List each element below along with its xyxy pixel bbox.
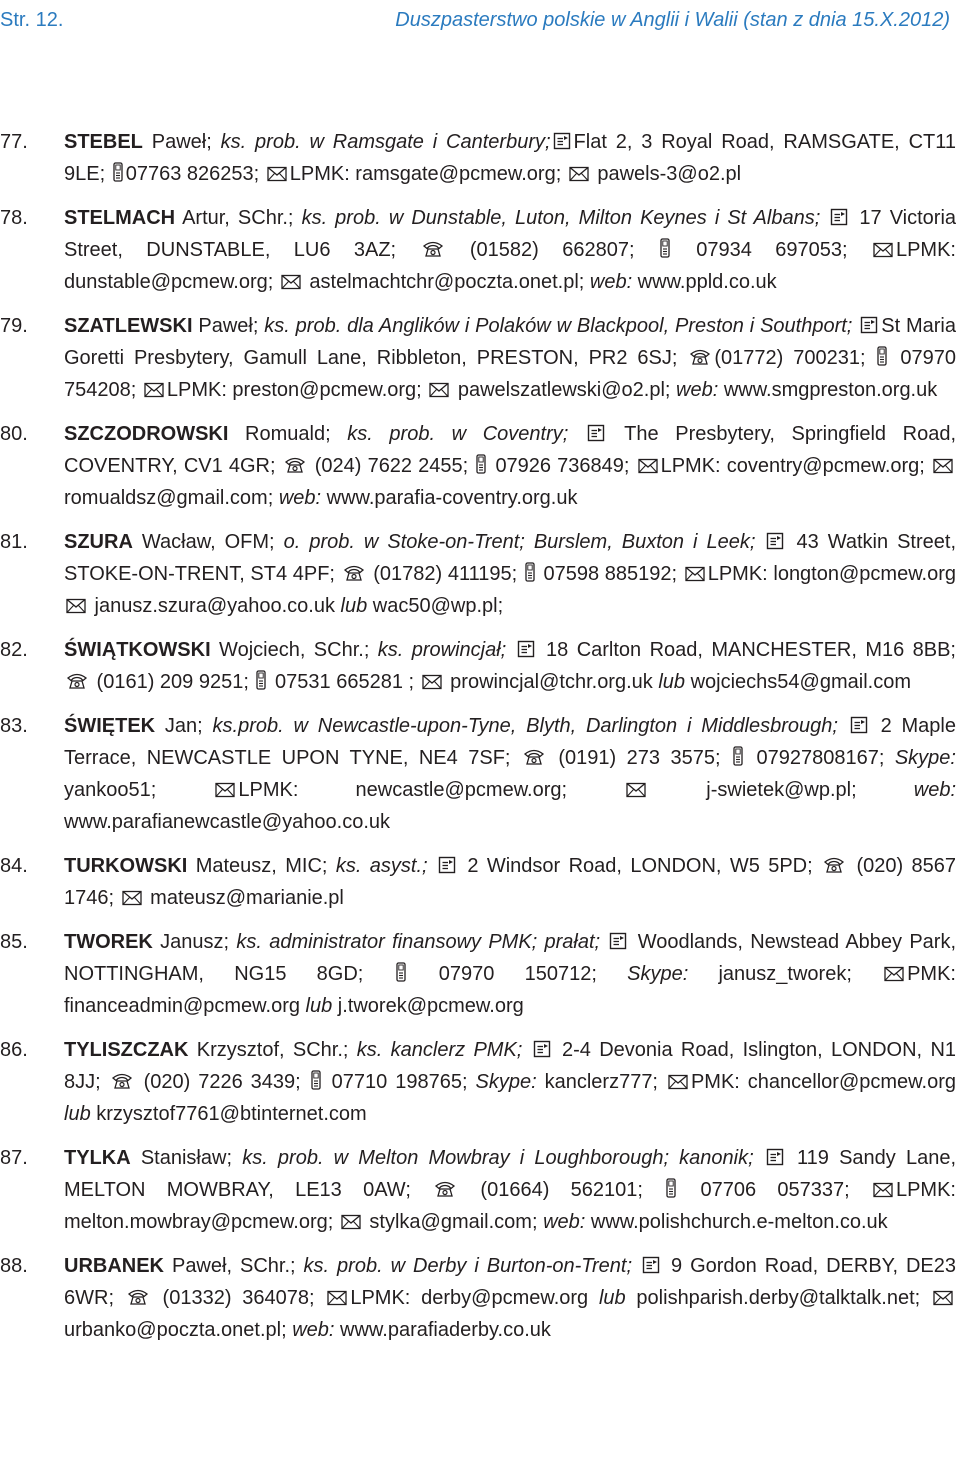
envelope-icon — [569, 166, 589, 182]
phone-icon — [422, 240, 444, 258]
mobile-phone-icon — [666, 1178, 676, 1198]
address-icon — [830, 208, 848, 226]
italic-text: lub — [340, 595, 368, 617]
page-number: Str. 12. — [0, 9, 64, 31]
entry-detail-text: www.polishchurch.e-melton.co.uk — [585, 1211, 888, 1233]
italic-text: lub — [64, 1103, 91, 1125]
italic-text: o. prob. w Stoke-on-Trent; Burslem, Buxton i Leek; — [283, 531, 756, 553]
entry-detail-text: stylka@gmail.com; — [363, 1211, 544, 1233]
entry-detail-text: 43 Watkin Street, STOKE-ON-TRENT, ST4 4PF; — [64, 531, 957, 585]
entry-number: 87. — [0, 1147, 28, 1169]
entry-detail-text: 2-4 Devonia Road, Islington, LONDON, N1 8JJ; — [64, 1039, 957, 1093]
mobile-phone-icon — [311, 1070, 321, 1090]
entry-detail-text: Stanisław; — [130, 1147, 243, 1169]
directory-list — [0, 126, 960, 1358]
italic-text: ks. prob. dla Anglików i Polaków w Blackpool, Preston i Southport; — [264, 315, 853, 337]
entry-detail-text: 07531 665281 ; — [269, 671, 420, 693]
entry-detail-text: pawels-3@o2.pl — [591, 163, 742, 185]
envelope-icon — [884, 966, 904, 982]
italic-text: Skype: — [894, 747, 956, 769]
entry-detail-text: Paweł, SChr.; — [164, 1255, 304, 1277]
envelope-icon — [66, 598, 86, 614]
envelope-icon — [122, 890, 142, 906]
phone-icon — [111, 1072, 133, 1090]
envelope-icon — [422, 674, 442, 690]
directory-entry — [0, 1034, 960, 1130]
person-surname: SZCZODROWSKI — [64, 423, 229, 445]
entry-text — [64, 1250, 956, 1346]
entry-number: 79. — [0, 315, 28, 337]
page-header — [0, 0, 960, 40]
entry-number: 86. — [0, 1039, 28, 1061]
directory-entry — [0, 526, 960, 622]
mobile-phone-icon — [877, 346, 887, 366]
entry-number: 84. — [0, 855, 28, 877]
entry-detail-text: (01332) 364078; — [151, 1287, 326, 1309]
directory-entry — [0, 926, 960, 1022]
italic-text: web: — [292, 1319, 335, 1341]
entry-detail-text — [820, 207, 828, 229]
entry-detail-text — [754, 1147, 764, 1169]
entry-detail-text — [600, 931, 607, 953]
entry-text — [64, 850, 956, 914]
entry-text — [64, 634, 956, 698]
mobile-phone-icon — [733, 746, 743, 766]
phone-icon — [343, 564, 365, 582]
directory-entry — [0, 1142, 960, 1238]
italic-text: ks. prowincjał; — [377, 639, 507, 661]
phone-icon — [284, 456, 306, 474]
envelope-icon — [341, 1214, 361, 1230]
entry-detail-text: 07706 057337; — [679, 1179, 871, 1201]
person-surname: URBANEK — [64, 1255, 164, 1277]
entry-detail-text: (01782) 411195; — [367, 563, 523, 585]
entry-detail-text: (0161) 209 9251; — [91, 671, 255, 693]
entry-detail-text: LPMK: longton@pcmew.org — [707, 563, 956, 585]
italic-text: ks. asyst.; — [335, 855, 428, 877]
entry-detail-text: 07598 885192; — [537, 563, 683, 585]
italic-text: Skype: — [627, 963, 689, 985]
italic-text: web: — [913, 779, 956, 801]
entry-detail-text: janusz.szura@yahoo.co.uk — [89, 595, 341, 617]
address-icon — [553, 132, 571, 150]
entry-detail-text: www.smgpreston.org.uk — [718, 379, 938, 401]
entry-detail-text — [428, 855, 436, 877]
entry-detail-text: Krzysztof, SChr.; — [188, 1039, 357, 1061]
entry-detail-text: LPMK: preston@pcmew.org; — [166, 379, 428, 401]
entry-detail-text: (0191) 273 3575; — [547, 747, 732, 769]
entry-detail-text: PMK: chancellor@pcmew.org — [690, 1071, 956, 1093]
entry-detail-text: 2 Windsor Road, LONDON, W5 5PD; — [458, 855, 822, 877]
envelope-icon — [933, 458, 953, 474]
entry-detail-text: (020) 7226 3439; — [135, 1071, 309, 1093]
entry-detail-text — [755, 531, 764, 553]
entry-detail-text: 07927808167; — [746, 747, 895, 769]
entry-detail-text: 07926 736849; — [489, 455, 636, 477]
person-surname: ŚWIĘTEK — [64, 715, 156, 737]
entry-detail-text: www.ppld.co.uk — [632, 271, 777, 293]
entry-detail-text: (01772) 700231; — [714, 347, 876, 369]
entry-detail-text: The Presbytery, Springfield Road, COVENTRY, CV1 4GR; — [64, 423, 956, 477]
phone-icon — [434, 1180, 456, 1198]
italic-text: ks. prob. w Derby i Burton-on-Trent; — [303, 1255, 633, 1277]
mobile-phone-icon — [660, 238, 670, 258]
entry-detail-text — [632, 1255, 640, 1277]
entry-detail-text: (020) 8567 1746; — [64, 855, 957, 909]
mobile-phone-icon — [525, 562, 535, 582]
entry-detail-text: www.parafiaderby.co.uk — [334, 1319, 551, 1341]
entry-detail-text: 9 Gordon Road, DERBY, DE23 6WR; — [64, 1255, 957, 1309]
envelope-icon — [873, 242, 893, 258]
entry-detail-text: 07710 198765; — [323, 1071, 476, 1093]
entry-detail-text: pawelszatlewski@o2.pl; — [452, 379, 677, 401]
entry-detail-text: www.parafia-coventry.org.uk — [321, 487, 578, 509]
entry-detail-text: Mateusz, MIC; — [187, 855, 336, 877]
envelope-icon — [429, 382, 449, 398]
entry-number: 81. — [0, 531, 28, 553]
person-surname: TYLISZCZAK — [64, 1039, 189, 1061]
italic-text: web: — [676, 379, 719, 401]
entry-detail-text: polishparish.derby@talktalk.net; — [625, 1287, 931, 1309]
directory-entry — [0, 418, 960, 514]
entry-detail-text: Romuald; — [228, 423, 348, 445]
person-surname: STEBEL — [64, 131, 143, 153]
page-title: Duszpasterstwo polskie w Anglii i Walii (stan z dnia 15.X.2012) — [395, 9, 950, 31]
italic-text: lub — [598, 1287, 626, 1309]
mobile-phone-icon — [476, 454, 486, 474]
italic-text: ks. prob. w Ramsgate i Canterbury; — [220, 131, 551, 153]
entry-number: 77. — [0, 131, 28, 153]
entry-detail-text: (01582) 662807; — [446, 239, 658, 261]
entry-text — [64, 202, 956, 298]
entry-detail-text: LPMK: newcastle@pcmew.org; — [238, 779, 625, 801]
entry-detail-text: Woodlands, Newstead Abbey Park, NOTTINGHAM, NG15 8GD; — [64, 931, 957, 985]
italic-text: Skype: — [475, 1071, 537, 1093]
directory-entry — [0, 202, 960, 298]
entry-detail-text: LPMK: coventry@pcmew.org; — [660, 455, 931, 477]
envelope-icon — [144, 382, 164, 398]
italic-text: ks. prob. w Melton Mowbray i Loughborough; kanonik; — [242, 1147, 754, 1169]
directory-entry — [0, 310, 960, 406]
envelope-icon — [215, 782, 235, 798]
entry-detail-text: LPMK: dunstable@pcmew.org; — [64, 239, 956, 293]
person-surname: TYLKA — [64, 1147, 131, 1169]
entry-detail-text: yankoo51; — [64, 779, 214, 801]
address-icon — [766, 532, 784, 550]
entry-detail-text — [568, 423, 585, 445]
envelope-icon — [638, 458, 658, 474]
entry-text — [64, 1034, 956, 1130]
entry-text — [64, 1142, 956, 1238]
italic-text: lub — [658, 671, 686, 693]
phone-icon — [127, 1288, 149, 1306]
entry-detail-text: www.parafianewcastle@yahoo.co.uk — [64, 811, 391, 833]
entry-detail-text: mateusz@marianie.pl — [144, 887, 344, 909]
entry-detail-text: 07934 697053; — [672, 239, 871, 261]
envelope-icon — [626, 782, 646, 798]
entry-detail-text: Wojciech, SChr.; — [210, 639, 378, 661]
person-surname: TWOREK — [64, 931, 153, 953]
entry-detail-text: krzysztof7761@btinternet.com — [90, 1103, 367, 1125]
entry-detail-text: 07970 150712; — [408, 963, 628, 985]
address-icon — [860, 316, 878, 334]
entry-detail-text: 2 Maple Terrace, NEWCASTLE UPON TYNE, NE4 7SF; — [64, 715, 956, 769]
directory-entry — [0, 710, 960, 838]
italic-text: ks. kanclerz PMK; — [356, 1039, 523, 1061]
italic-text: web: — [543, 1211, 586, 1233]
address-icon — [587, 424, 605, 442]
address-icon — [766, 1148, 784, 1166]
person-surname: STELMACH — [64, 207, 176, 229]
entry-detail-text — [522, 1039, 530, 1061]
entry-detail-text: 17 Victoria Street, DUNSTABLE, LU6 3AZ; — [64, 207, 957, 261]
entry-detail-text: (01664) 562101; — [459, 1179, 665, 1201]
entry-detail-text: 119 Sandy Lane, MELTON MOWBRAY, LE13 0AW; — [64, 1147, 957, 1201]
entry-detail-text: PMK: financeadmin@pcmew.org — [64, 963, 956, 1017]
phone-icon — [66, 672, 88, 690]
entry-text — [64, 310, 956, 406]
entry-detail-text: (024) 7622 2455; — [308, 455, 475, 477]
address-icon — [642, 1256, 660, 1274]
entry-detail-text: 07763 826253; — [125, 163, 265, 185]
entry-number: 83. — [0, 715, 28, 737]
entry-detail-text: Janusz; — [152, 931, 237, 953]
entry-number: 85. — [0, 931, 28, 953]
entry-detail-text — [506, 639, 514, 661]
envelope-icon — [933, 1290, 953, 1306]
entry-detail-text: Jan; — [155, 715, 213, 737]
entry-text — [64, 526, 956, 622]
entry-text — [64, 926, 956, 1022]
entry-number: 78. — [0, 207, 28, 229]
italic-text: web: — [589, 271, 633, 293]
entry-number: 88. — [0, 1255, 28, 1277]
entry-detail-text: Flat 2, 3 Royal Road, RAMSGATE, CT11 9LE; — [64, 131, 956, 185]
person-surname: SZATLEWSKI — [64, 315, 193, 337]
mobile-phone-icon — [396, 962, 406, 982]
entry-detail-text: kanclerz777; — [536, 1071, 666, 1093]
person-surname: TURKOWSKI — [64, 855, 188, 877]
entry-detail-text: j.tworek@pcmew.org — [332, 995, 524, 1017]
envelope-icon — [668, 1074, 688, 1090]
entry-detail-text: LPMK: derby@pcmew.org — [350, 1287, 599, 1309]
envelope-icon — [281, 274, 301, 290]
entry-detail-text: St Maria Goretti Presbytery, Gamull Lane, Ribbleton, PRESTON, PR2 6SJ; — [64, 315, 956, 369]
entry-detail-text: romualdsz@gmail.com; — [64, 487, 279, 509]
entry-text — [64, 710, 956, 838]
entry-detail-text — [852, 315, 858, 337]
directory-entry — [0, 850, 960, 914]
entry-detail-text: LPMK: melton.mowbray@pcmew.org; — [64, 1179, 956, 1233]
entry-detail-text: prowincjal@tchr.org.uk — [444, 671, 659, 693]
envelope-icon — [327, 1290, 347, 1306]
italic-text: ks.prob. w Newcastle-upon-Tyne, Blyth, Darlington i Middlesbrough; — [212, 715, 838, 737]
address-icon — [533, 1040, 551, 1058]
entry-detail-text: Artur, SChr.; — [175, 207, 302, 229]
italic-text: ks. administrator finansowy PMK; prałat; — [236, 931, 601, 953]
italic-text: lub — [305, 995, 333, 1017]
entry-detail-text: wac50@wp.pl; — [367, 595, 504, 617]
entry-detail-text: 18 Carlton Road, MANCHESTER, M16 8BB; — [537, 639, 956, 661]
entry-detail-text: Paweł; — [192, 315, 265, 337]
envelope-icon — [267, 166, 287, 182]
entry-detail-text — [838, 715, 848, 737]
address-icon — [850, 716, 868, 734]
entry-text — [64, 126, 956, 190]
phone-icon — [523, 748, 545, 766]
directory-entry — [0, 634, 960, 698]
envelope-icon — [685, 566, 705, 582]
entry-detail-text: LPMK: ramsgate@pcmew.org; — [289, 163, 567, 185]
person-surname: ŚWIĄTKOWSKI — [64, 639, 211, 661]
envelope-icon — [873, 1182, 893, 1198]
entry-detail-text: j-swietek@wp.pl; — [649, 779, 914, 801]
entry-detail-text: Paweł; — [142, 131, 221, 153]
entry-text — [64, 418, 956, 514]
entry-detail-text: urbanko@poczta.onet.pl; — [64, 1319, 293, 1341]
person-surname: SZURA — [64, 531, 133, 553]
directory-entry — [0, 1250, 960, 1346]
phone-icon — [689, 348, 711, 366]
directory-entry — [0, 126, 960, 190]
mobile-phone-icon — [113, 162, 123, 182]
entry-number: 80. — [0, 423, 28, 445]
address-icon — [438, 856, 456, 874]
entry-number: 82. — [0, 639, 28, 661]
entry-detail-text: Wacław, OFM; — [132, 531, 284, 553]
entry-detail-text: 07970 754208; — [64, 347, 957, 401]
entry-detail-text: astelmachtchr@poczta.onet.pl; — [303, 271, 590, 293]
italic-text: web: — [278, 487, 322, 509]
mobile-phone-icon — [256, 670, 266, 690]
phone-icon — [823, 856, 845, 874]
italic-text: ks. prob. w Coventry; — [347, 423, 569, 445]
italic-text: ks. prob. w Dunstable, Luton, Milton Keynes i St Albans; — [301, 207, 821, 229]
entry-detail-text: wojciechs54@gmail.com — [685, 671, 911, 693]
entry-detail-text: janusz_tworek; — [688, 963, 883, 985]
address-icon — [609, 932, 627, 950]
address-icon — [517, 640, 535, 658]
